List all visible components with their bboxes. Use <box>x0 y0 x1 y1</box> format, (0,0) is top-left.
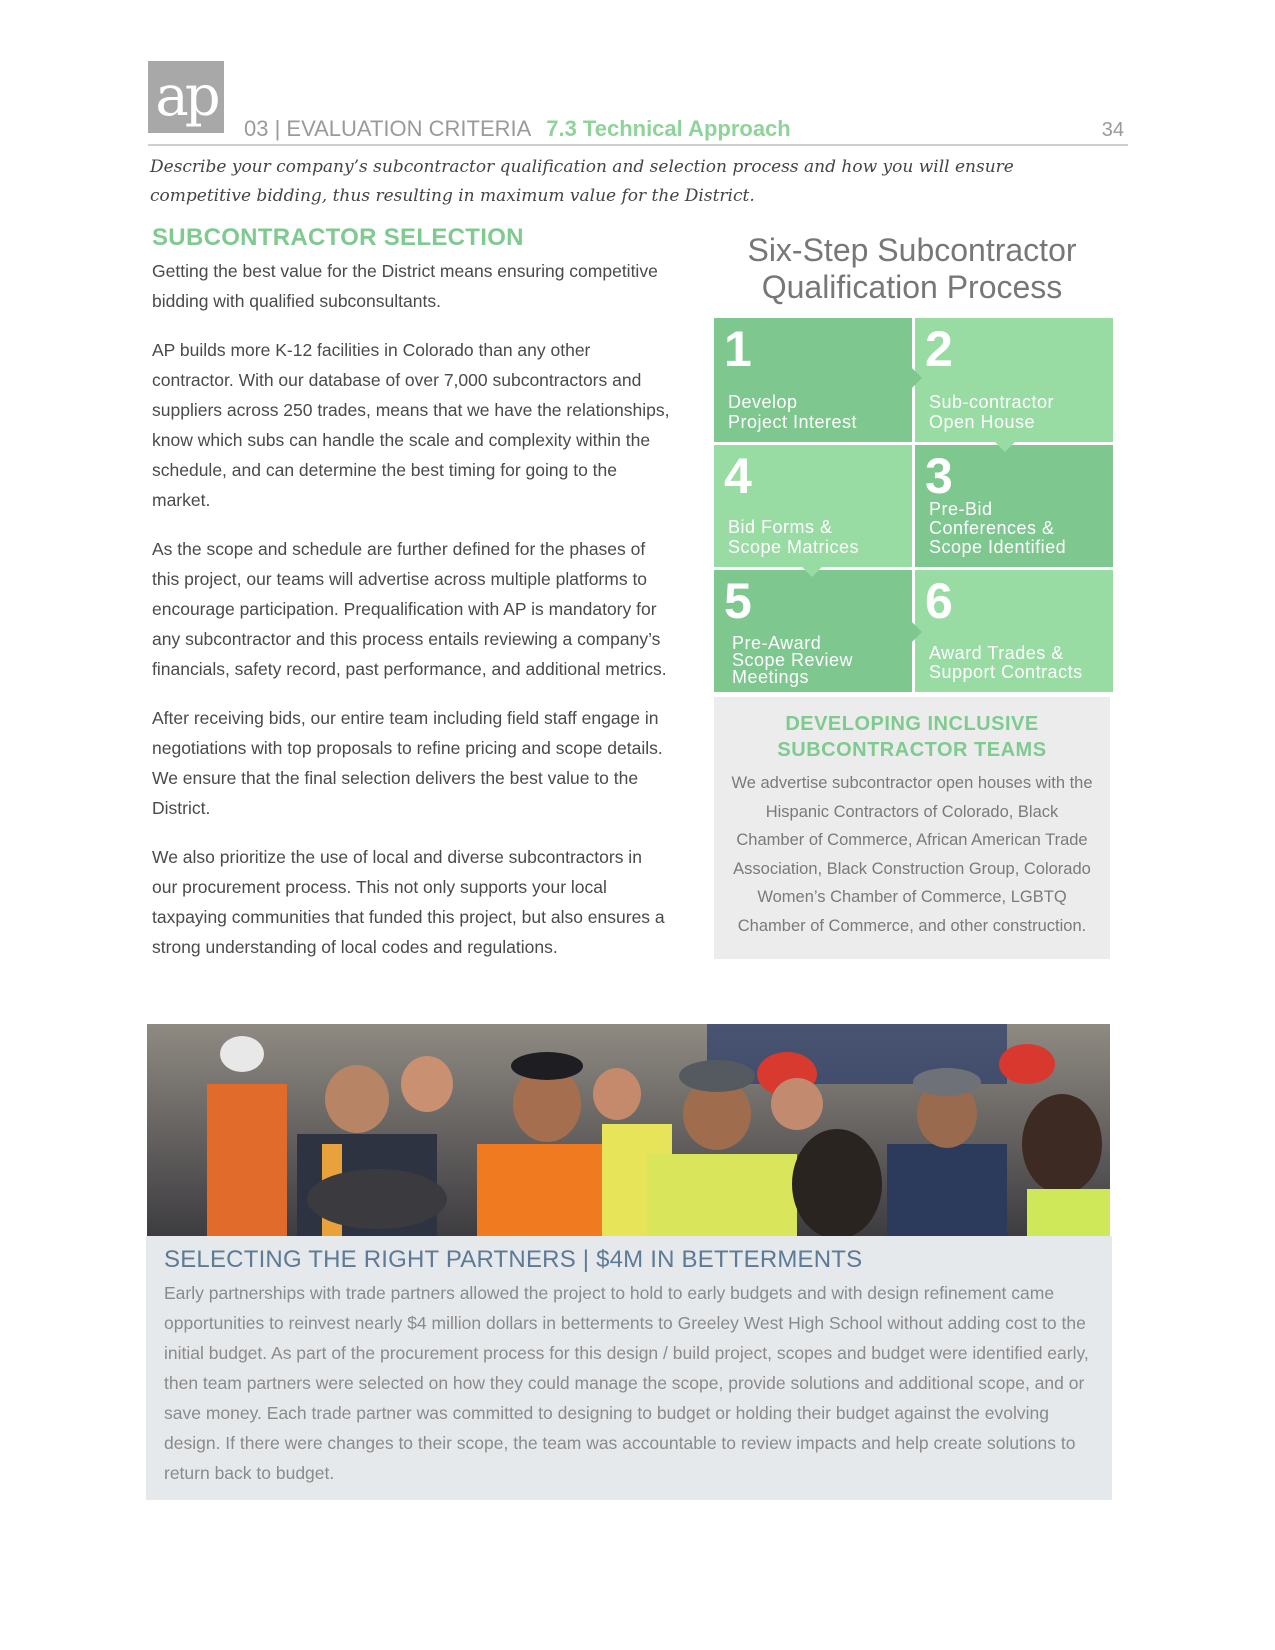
page-header <box>148 102 1128 142</box>
rfp-question: Describe your company’s subcontractor qualification and selection process and how you will ensure competitive bidding, thus resulting in maximum value for the District. <box>150 157 1014 206</box>
step-number: 3 <box>925 448 953 504</box>
paragraph: As the scope and schedule are further defined for the phases of this project, our teams will advertise across multiple platforms to encourage participation. Prequalification with AP is mandatory for any subcontractor and this process entails reviewing a company’s financials, safety record, past performance, and additional metrics. <box>152 539 667 679</box>
step-number: 6 <box>925 573 953 629</box>
step-label: Pre-Bid Conferences & Scope Identified <box>929 499 1067 557</box>
inclusive-title-line: SUBCONTRACTOR TEAMS <box>777 739 1047 761</box>
step-label: Award Trades & Support Contracts <box>929 643 1083 682</box>
betterments-body: Early partnerships with trade partners allowed the project to hold to early budgets and with design refinement came opportunities to reinvest nearly $4 million dollars in betterments to Greeley West High School without adding cost to the initial budget. As part of the procurement process for this design / build project, scopes and budget were identified early, then team partners were selected on how they could manage the scope, provide solutions and additional scope, and or save money. Each trade partner was committed to designing to budget or holding their budget against the evolving design. If there were changes to their scope, the team was accountable to review impacts and help create solutions to return back to budget. <box>164 1283 1089 1483</box>
paragraph: AP builds more K-12 facilities in Colorado than any other contractor. With our database of over 7,000 subcontractors and suppliers across 250 trades, means that we have the relationships, know which subs can handle the scale and complexity within the schedule, and can determine the best timing for going to the market. <box>152 340 670 510</box>
step-number: 2 <box>925 321 953 377</box>
header-breadcrumb <box>148 116 791 142</box>
process-title <box>714 232 1110 306</box>
betterments-title: SELECTING THE RIGHT PARTNERS | $4M IN BETTERMENTS <box>164 1246 863 1273</box>
photo-illustration <box>147 1024 1110 1236</box>
arrow-down-icon <box>802 567 822 577</box>
step-2 <box>915 318 1113 442</box>
step-label: Pre-Award Scope Review Meetings <box>732 633 854 687</box>
section-title: SUBCONTRACTOR SELECTION <box>152 224 524 251</box>
inclusive-teams-box <box>714 697 1110 959</box>
step-label: Develop Project Interest <box>728 392 858 432</box>
inclusive-title-line: DEVELOPING INCLUSIVE <box>785 713 1039 735</box>
step-label: Bid Forms & Scope Matrices <box>728 517 860 557</box>
subsection-label: 7.3 Technical Approach <box>546 116 791 141</box>
workers-meeting-photo <box>147 1024 1110 1236</box>
step-label: Sub-contractor Open House <box>929 392 1055 432</box>
step-number: 4 <box>724 448 752 504</box>
logo-text: ap <box>155 64 217 129</box>
process-steps-grid <box>714 318 1110 692</box>
paragraph: We also prioritize the use of local and diverse subcontractors in our procurement process. This not only supports your local taxpaying communities that funded this project, but also ensures a strong understanding of local codes and regulations. <box>152 847 665 957</box>
step-number: 5 <box>724 573 752 629</box>
paragraph: Getting the best value for the District means ensuring competitive bidding with qualified subconsultants. <box>152 261 658 311</box>
subcontractor-selection-section <box>152 224 672 981</box>
arrow-right-icon <box>912 368 922 388</box>
section-label: 03 | EVALUATION CRITERIA <box>244 116 531 141</box>
qualification-process-panel <box>714 232 1110 959</box>
header-divider <box>148 144 1128 146</box>
step-number: 1 <box>724 321 752 377</box>
step-4 <box>714 445 912 567</box>
step-5 <box>714 570 912 692</box>
arrow-right-icon <box>912 622 922 642</box>
inclusive-title <box>730 711 1094 763</box>
step-6 <box>915 570 1113 692</box>
page-number: 34 <box>1101 119 1124 141</box>
paragraph: After receiving bids, our entire team including field staff engage in negotiations with top proposals to refine pricing and scope details. We ensure that the final selection delivers the best value to the District. <box>152 708 663 818</box>
inclusive-body: We advertise subcontractor open houses with the Hispanic Contractors of Colorado, Black Chamber of Commerce, African American Trade Association, Black Construction Group, Colorado Women’s Chamber of Commerce, LGBTQ Chamber of Commerce, and other construction. <box>731 774 1093 935</box>
step-1 <box>714 318 912 442</box>
arrow-down-icon <box>995 442 1015 452</box>
process-title-line: Six-Step Subcontractor <box>747 232 1077 268</box>
process-title-line: Qualification Process <box>761 269 1063 305</box>
step-3 <box>915 445 1113 567</box>
betterments-section <box>146 1236 1112 1500</box>
